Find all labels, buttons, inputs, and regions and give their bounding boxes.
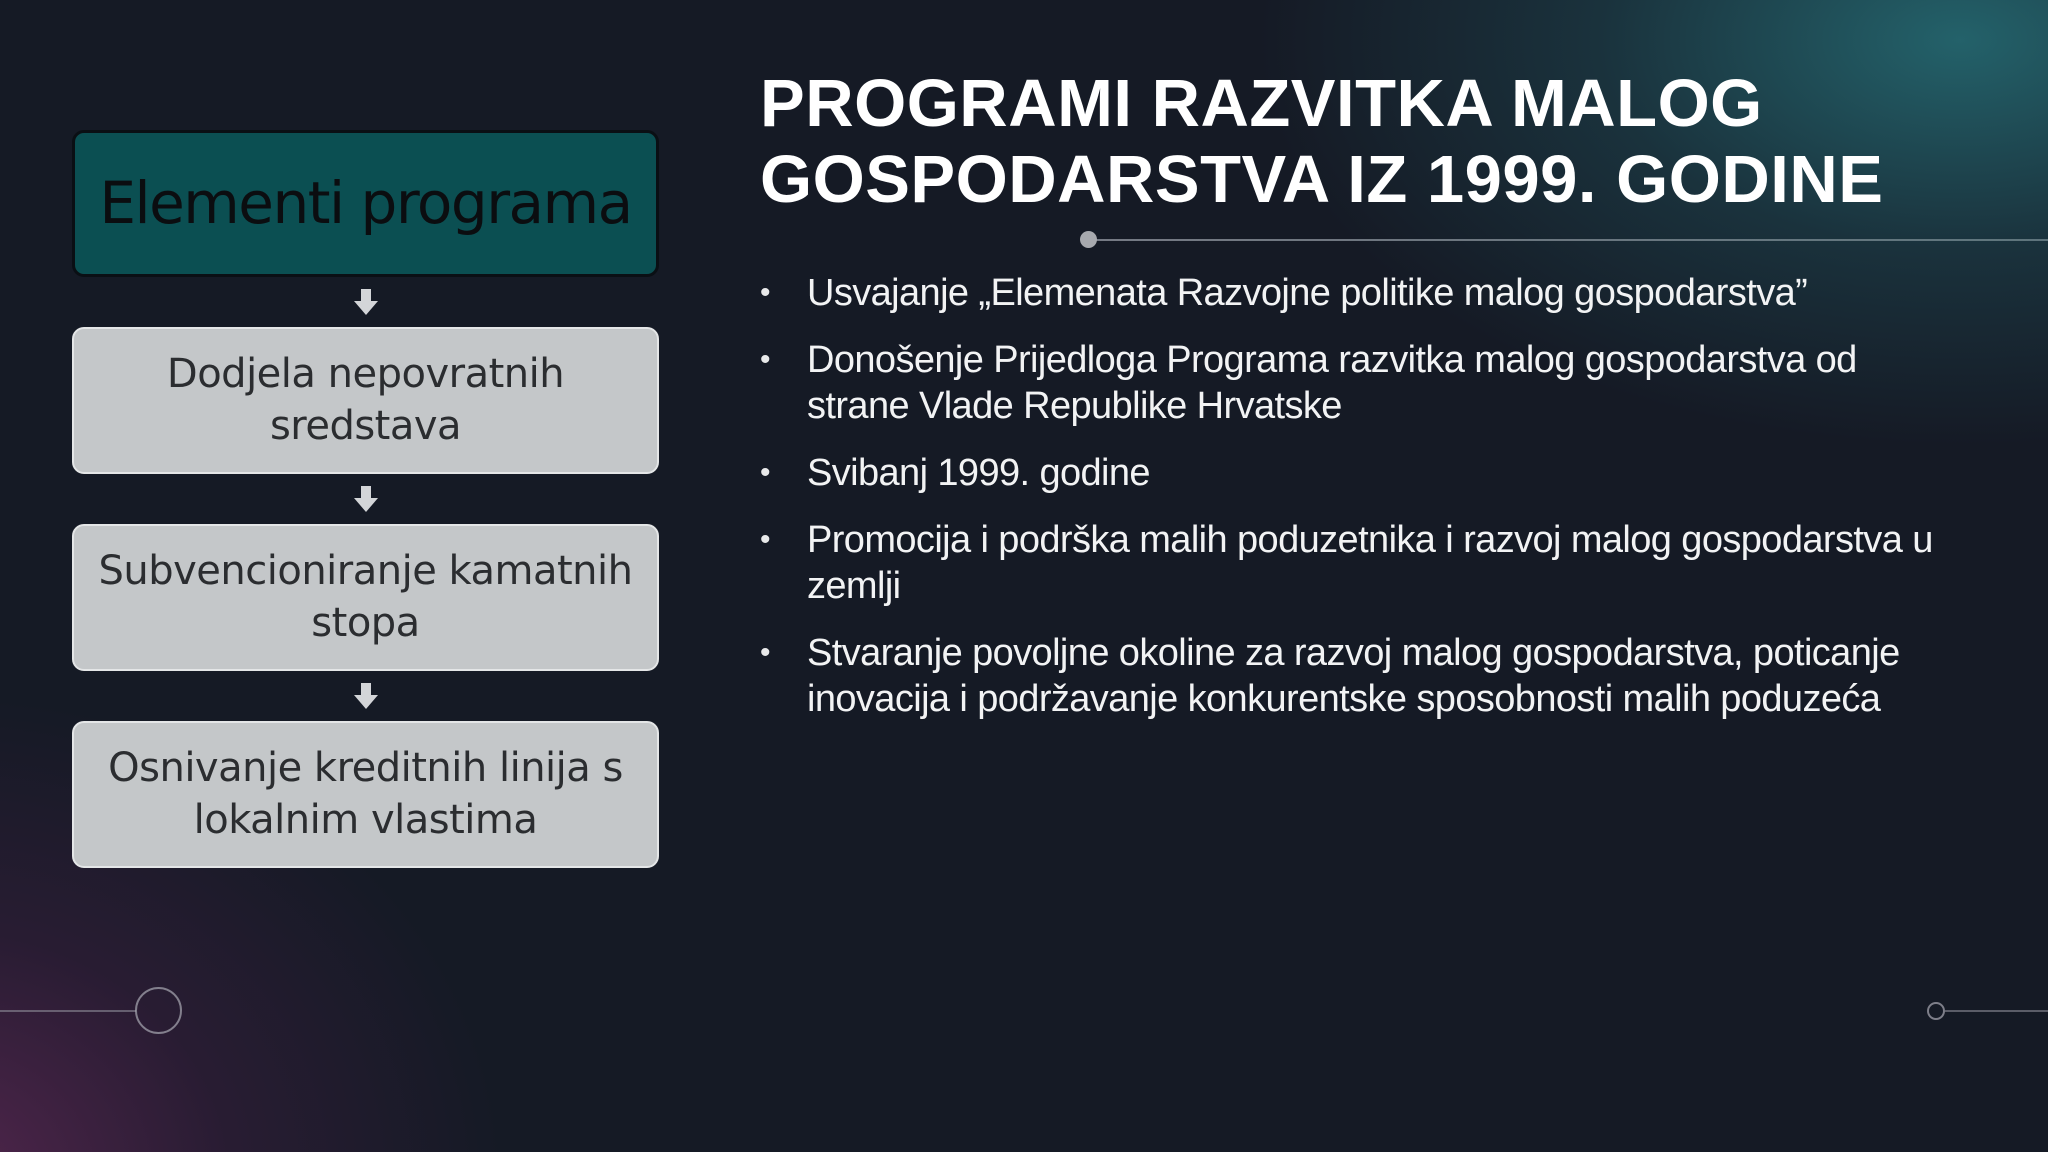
flow-step-box[interactable]	[72, 721, 659, 868]
flow-header-box[interactable]	[72, 130, 659, 277]
bullet-text: Usvajanje „Elemenata Razvojne politike malog gospodarstva”	[807, 272, 1808, 314]
decorative-circle-left	[135, 987, 182, 1034]
flow-step-label: Dodjela nepovratnih sredstava	[166, 351, 565, 449]
bullet-text: Promocija i podrška malih poduzetnika i razvoj malog gospodarstva u zemlji	[807, 519, 1933, 607]
flow-step-box[interactable]	[72, 327, 659, 474]
bullet-marker: •	[760, 523, 770, 556]
bullet-marker: •	[760, 276, 770, 309]
bullet-item	[760, 337, 1960, 429]
decorative-circle-right	[1927, 1002, 1945, 1020]
flow-step-label: Osnivanje kreditnih linija s lokalnim vlastima	[108, 745, 623, 843]
bullet-item	[760, 270, 1960, 316]
bullet-text: Donošenje Prijedloga Programa razvitka malog gospodarstva od strane Vlade Republike Hrvatske	[807, 339, 1857, 427]
bullet-item	[760, 450, 1960, 496]
arrow-down-icon	[72, 671, 659, 721]
bullet-item	[760, 630, 1960, 722]
slide-title[interactable]: PROGRAMI RAZVITKA MALOG GOSPODARSTVA IZ 1999. GODINE	[760, 66, 1884, 217]
bullet-marker: •	[760, 456, 770, 489]
flow-step-box[interactable]	[72, 524, 659, 671]
arrow-down-icon	[72, 277, 659, 327]
program-elements-flow	[72, 130, 659, 868]
flow-header-label: Elementi programa	[99, 169, 632, 238]
title-divider-dot	[1080, 231, 1097, 248]
bullet-list[interactable]	[760, 270, 1960, 743]
bullet-marker: •	[760, 636, 770, 669]
bullet-marker: •	[760, 343, 770, 376]
decorative-line-right	[1945, 1010, 2048, 1012]
title-divider-line	[1088, 239, 2048, 241]
bullet-text: Svibanj 1999. godine	[807, 452, 1150, 494]
arrow-down-icon	[72, 474, 659, 524]
flow-step-label: Subvencioniranje kamatnih stopa	[98, 548, 633, 646]
bullet-text: Stvaranje povoljne okoline za razvoj malog gospodarstva, poticanje inovacija i podržavanje konkurentske sposobnosti malih poduzeća	[807, 632, 1900, 720]
decorative-line-left	[0, 1010, 136, 1012]
bullet-item	[760, 517, 1960, 609]
